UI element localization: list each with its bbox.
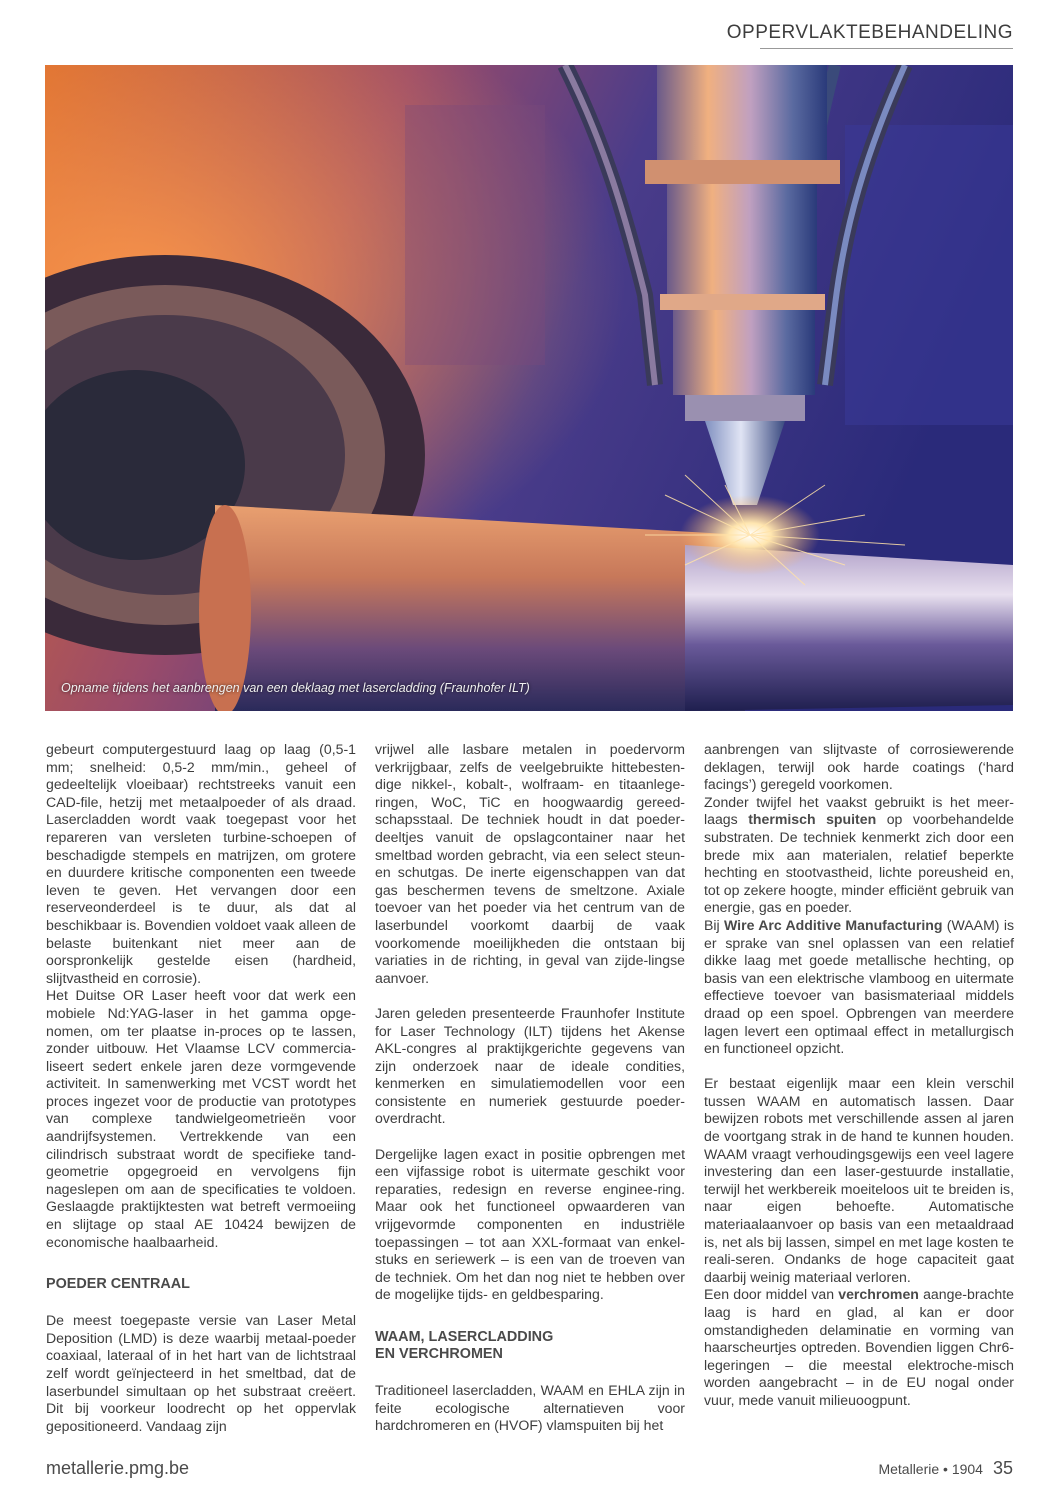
col2-paragraph-4: Traditioneel lasercladden, WAAM en EHLA zijn in feite ecologische alternatieven voor hardchromeren en (HVOF) vlamspuiten bij het (375, 1382, 685, 1434)
photo-caption: Opname tijdens het aanbrengen van een deklaag met lasercladding (Fraunhofer ILT) (61, 681, 530, 695)
column-3 (704, 741, 1014, 1410)
col3-paragraph-3: Bij Wire Arc Additive Manufacturing (WAAM) is er sprake van snel oplassen van een relatief dikke laag met goede metallische hechting, op basis van een elektrische vlamboog en uitermate effectieve toevoer van basismateriaal middels draad op een spoel. Opbrengen van meerdere lagen levert een optimaal effect in metallurgisch en functioneel opzicht. (704, 916, 1014, 1057)
col3-paragraph-4: Er bestaat eigenlijk maar een klein verschil tussen WAAM en automatisch lassen. Daar bewijzen robots met verschillende assen al jaren de voortgang strak in de hand te kunnen houden. WAAM vraagt verhoudingsgewijs een veel lagere investering dan een laser-gestuurde installatie, terwijl het werkbereik moeiteloos uit te breiden is, naar eigen behoefte. Automatische materiaalaanvoer op basis van een metaaldraad is, net als bij lassen, simpel en met lage kosten te reali-seren. Ondanks de hoge capaciteit gaat daarbij weinig materiaal verloren. (704, 1075, 1014, 1285)
heading-waam-line-2: EN VERCHROMEN (375, 1346, 503, 1362)
col1-paragraph-3: De meest toegepaste versie van Laser Metal Deposition (LMD) is deze waarbij metaal-poeder coaxiaal, lateraal of in het hart van de lichtstraal zelf wordt geïnjecteerd in het smeltbad, dat de laserbundel simultaan op het substraat creëert. Dit bij voorkeur loodrecht op het oppervlak gepositioneerd. Vandaag zijn (46, 1312, 356, 1434)
keyword-thermisch-spuiten: thermisch spuiten (748, 811, 877, 828)
column-1 (46, 741, 356, 1435)
column-2 (375, 741, 685, 1435)
col1-paragraph-2: Het Duitse OR Laser heeft voor dat werk een mobiele Nd:YAG-laser in het gamma opge-nomen, om ter plaatse in-proces op te lassen, zonder uitbouw. Het Vlaamse LCV commercia-liseert sedert enkele jaren deze vormgevende activiteit. In samenwerking met VCST wordt het proces ingezet voor de productie van prototypes van complexe tandwielgeometrieën voor aandrijfsystemen. Vertrekkende van een cilindrisch substraat wordt de specifieke tand-geometrie opgegroeid en vervolgens fijn nageslepen om aan de specificaties te voldoen. Geslaagde praktijktesten wat betreft vermoeiing en slijtage op staal AE 10424 bewijzen de economische haalbaarheid. (46, 987, 356, 1250)
col3-paragraph-5: Een door middel van verchromen aange-brachte laag is hard en glad, al kan er door omstandigheden delaminatie en vorming van haarscheurtjes optreden. Bovendien liggen Chr6-legeringen – die meestal elektroche-misch worden aangebracht – in de EU nogal onder vuur, mede vanuit milieuoogpunt. (704, 1286, 1014, 1408)
col2-paragraph-1: vrijwel alle lasbare metalen in poedervorm verkrijgbaar, zelfs de veelgebruikte hittebesten-dige nikkel-, kobalt-, wolfraam- en titaanlege-ringen, WoC, TiC en hoogwaardig gereed-schapsstaal. De techniek houdt in dat poeder-deeltjes vanuit de opslagcontainer naar het smeltbad worden gebracht, via een select steun- en schutgas. De inerte eigenschappen van dat gas beschermen tevens de smeltzone. Axiale toevoer van het poeder via het centrum van de laserbundel voorkomt daarbij de vaak voorkomende moeilijkheden die ontstaan bij variaties in de richting, in geval van zijde-lingse aanvoer. (375, 741, 685, 986)
col3-paragraph-2: Zonder twijfel het vaakst gebruikt is het meer-laags thermisch spuiten op voorbehandelde substraten. De techniek kenmerkt zich door een brede mix aan materialen, relatief beperkte hechting en stootvastheid, lichte poreusheid en, tot op zekere hoogte, minder efficiënt gebruik van energie, gas en poeder. (704, 793, 1014, 916)
heading-waam-line-1: WAAM, LASERCLADDING (375, 1329, 554, 1345)
keyword-verchromen: verchromen (838, 1286, 919, 1303)
heading-waam (375, 1329, 685, 1363)
page-number: 35 (992, 1458, 1013, 1478)
hero-photo (45, 65, 1013, 711)
section-header: OPPERVLAKTEBEHANDELING (726, 22, 1013, 43)
col1-paragraph-1: gebeurt computergestuurd laag op laag (0,5-1 mm; snelheid: 0,5-2 mm/min., geheel of gedeeltelijk vloeibaar) rechtstreeks vanuit een CAD-file, hetzij met metaalpoeder of als draad. Lasercladden wordt vaak toegepast voor het repareren van versleten turbine-schoepen of beschadigde stempels en matrijzen, om grotere en duurdere kritische componenten een tweede leven te geven. Het vervangen door een reserveonderdeel is te duur, als dat al beschikbaar is. Bovendien voldoet vaak alleen de belaste buitenkant niet meer aan de oorspronkelijk gestelde eisen (hardheid, slijtvastheid en corrosie). (46, 741, 356, 986)
heading-poeder-centraal: POEDER CENTRAAL (46, 1276, 190, 1293)
laser-cladding-illustration (45, 65, 1013, 711)
keyword-waam: Wire Arc Additive Manufacturing (723, 916, 943, 933)
footer-issue (878, 1458, 1013, 1479)
issue-label: Metallerie • 1904 (878, 1461, 983, 1477)
col2-paragraph-3: Dergelijke lagen exact in positie opbrengen met een vijfassige robot is uitermate geschikt voor reparaties, redesign en reverse enginee-ring. Maar ook het functioneel opwaarderen van vrijgevormde componenten en industriële toepassingen – tot aan XXL-formaat van enkel-stuks en seriewerk – is een van de troeven van de techniek. Om het dan nog niet te hebben over de mogelijke tijds- en geldbesparing. (375, 1145, 685, 1303)
section-rule (760, 48, 1013, 49)
footer-website[interactable]: metallerie.pmg.be (46, 1458, 190, 1478)
col2-paragraph-2: Jaren geleden presenteerde Fraunhofer Institute for Laser Technology (ILT) tijdens het Akense AKL-congres al praktijkgerichte gegevens van zijn onderzoek naar de ideale condities, kenmerken en simulatiemodellen voor een consistente en numeriek gestuurde poeder-overdracht. (375, 1004, 685, 1127)
col3-paragraph-1: aanbrengen van slijtvaste of corrosiewerende deklagen, terwijl ook harde coatings (‘hard facings’) geregeld voorkomen. (704, 741, 1014, 793)
